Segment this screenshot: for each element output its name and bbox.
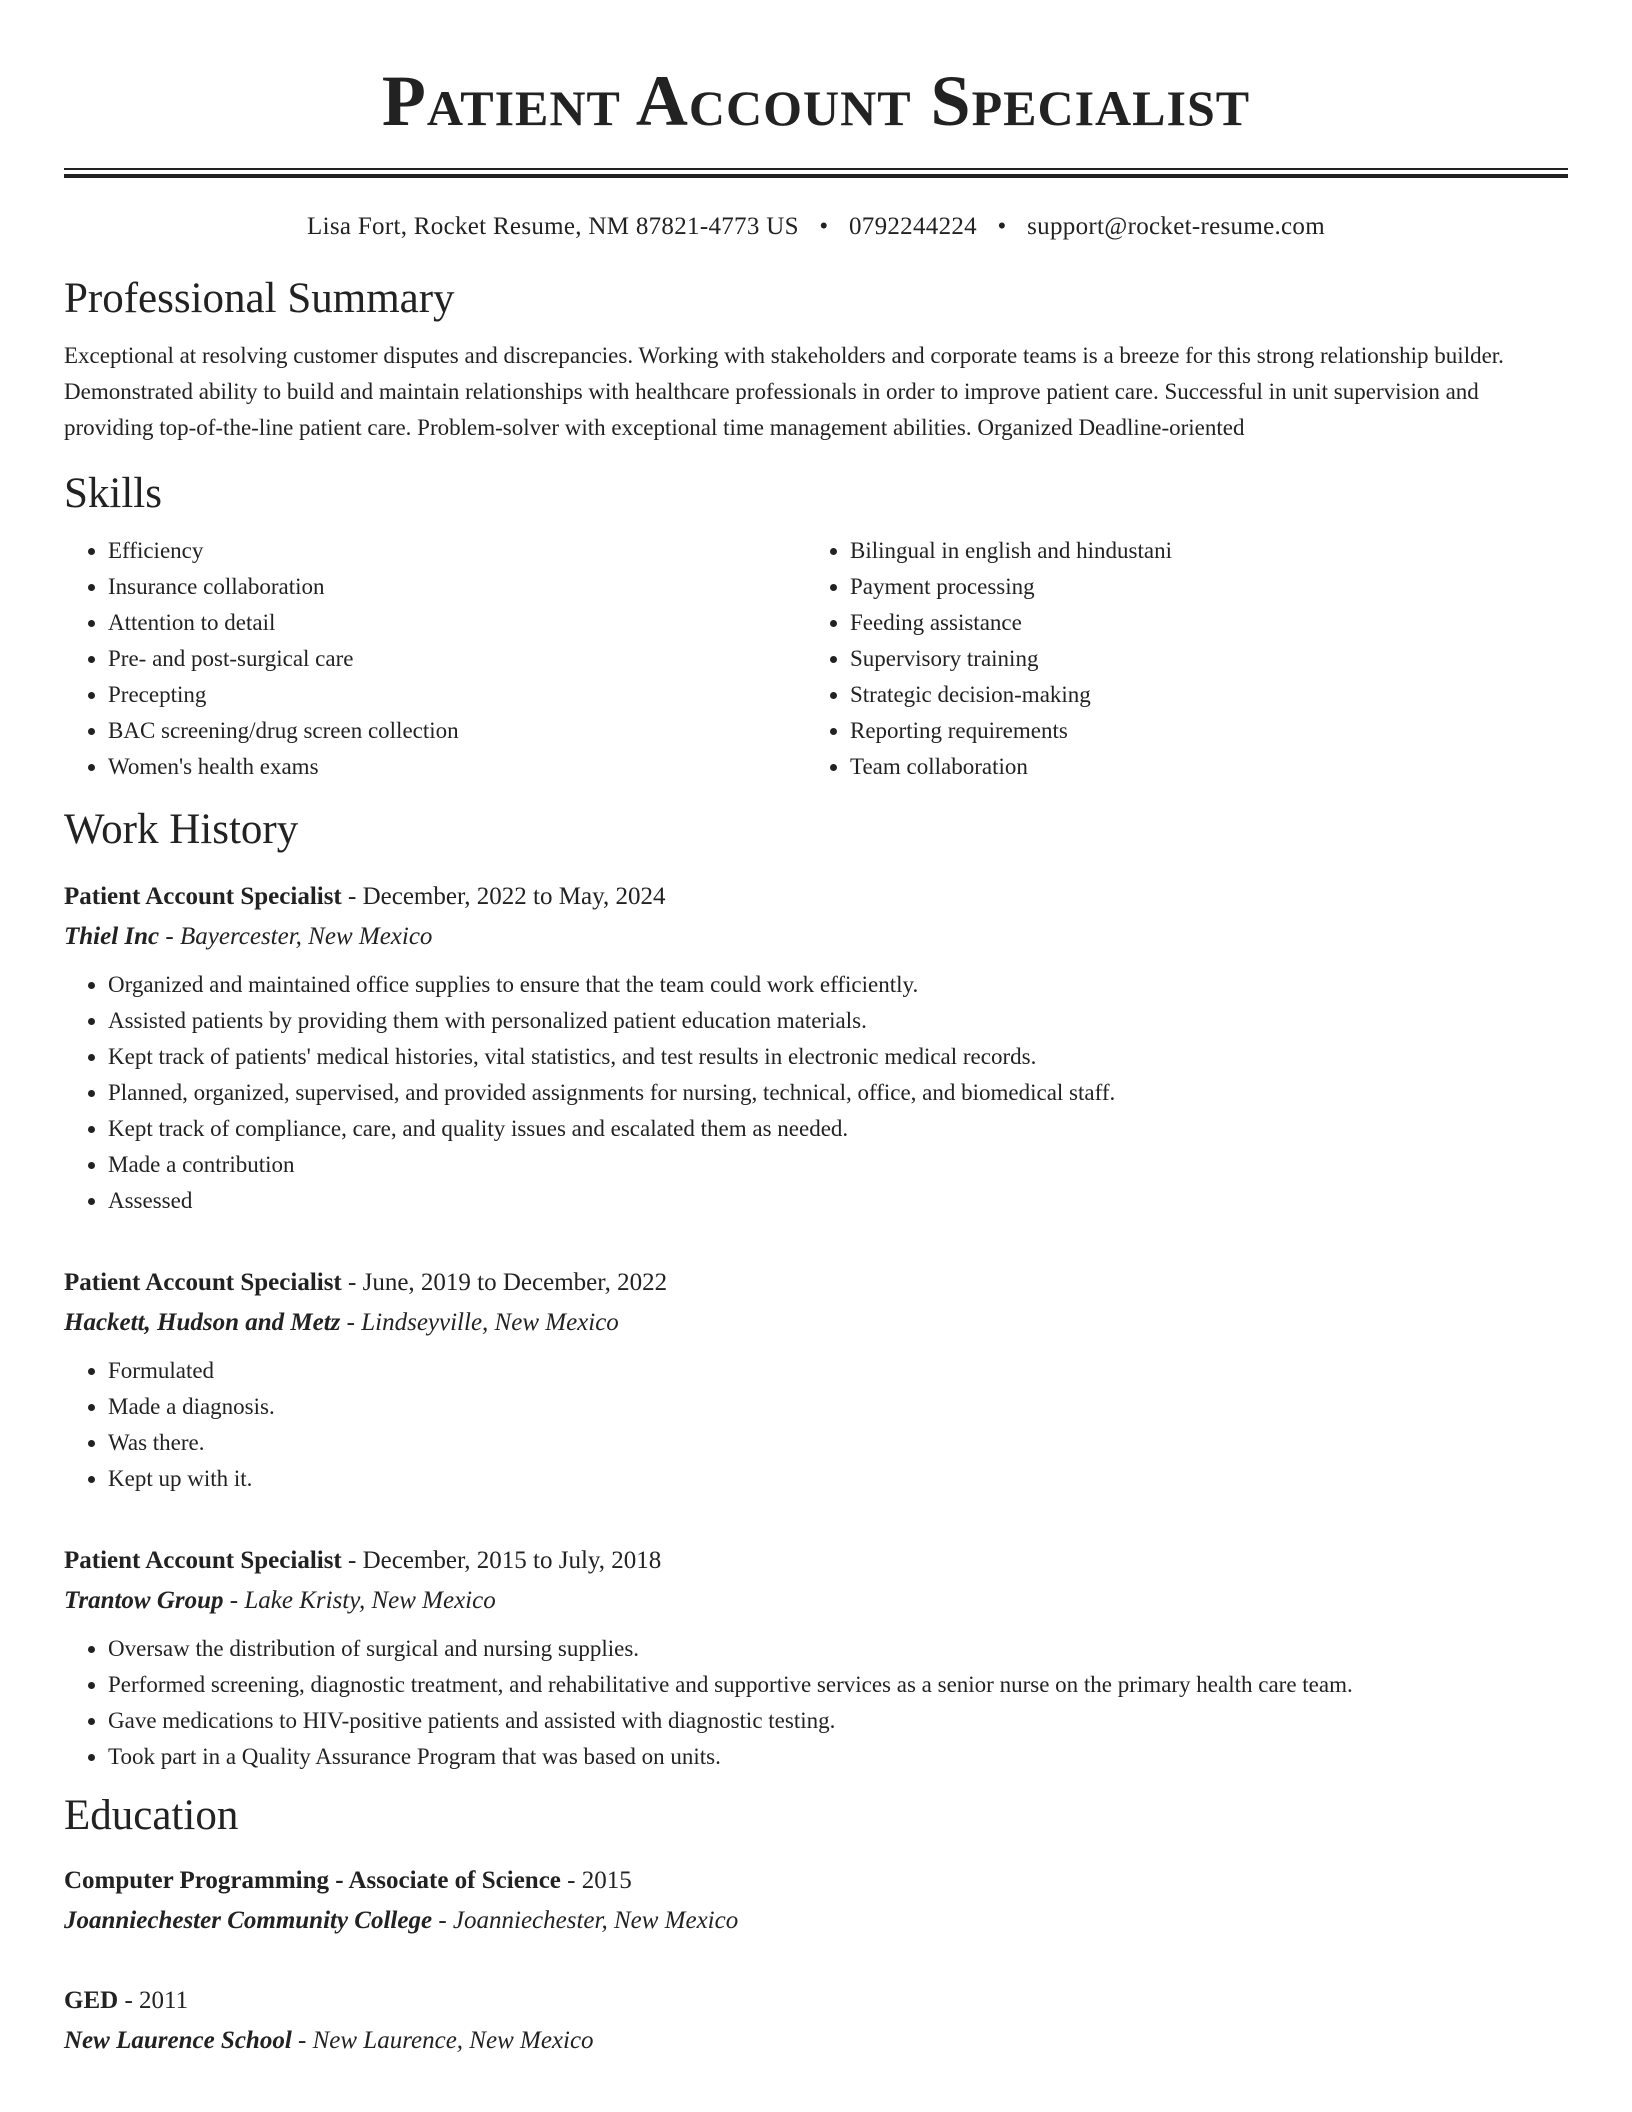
job-duty-item: • Made a contribution — [108, 1147, 1568, 1183]
job-company-line — [64, 1303, 1568, 1343]
skill-item: • Bilingual in english and hindustani — [850, 533, 1548, 569]
job-dates: - December, 2015 to July, 2018 — [341, 1547, 662, 1574]
job-role: Patient Account Specialist — [64, 1269, 342, 1296]
skills-column-left — [64, 533, 806, 785]
job-company-line — [64, 917, 1568, 957]
job-duties — [64, 1631, 1568, 1775]
education-school-line — [64, 2021, 1568, 2061]
summary-text: Exceptional at resolving customer disputes and discrepancies. Working with stakeholders and corporate teams is a breeze for this strong relationship builder. Demonstrated ability to build and maintain relationships with healthcare professionals in order to improve patient care. Successful in unit supervision and providing top-of-the-line patient care. Problem-solver with exceptional time management abilities. Organized Deadline-oriented — [64, 343, 1504, 440]
job-duty-item: • Kept track of patients' medical histories, vital statistics, and test results in electronic medical records. — [108, 1039, 1568, 1075]
skills-list — [64, 533, 1568, 785]
contact-address: Lisa Fort, Rocket Resume, NM 87821-4773 US — [307, 213, 799, 240]
education-school: Joanniechester Community College — [64, 1907, 433, 1934]
contact-line — [64, 212, 1568, 242]
job-company: Thiel Inc — [64, 923, 160, 950]
job-duty-item: • Organized and maintained office supplies to ensure that the team could work efficiently. — [108, 967, 1568, 1003]
contact-email: support@rocket-resume.com — [1027, 213, 1325, 240]
education-year: - 2015 — [560, 1867, 632, 1894]
job-location: - Lindseyville, New Mexico — [340, 1309, 619, 1336]
skill-item: • Feeding assistance — [850, 605, 1548, 641]
skill-item: • Women's health exams — [108, 749, 806, 785]
job-duty-item: • Assisted patients by providing them with personalized patient education materials. — [108, 1003, 1568, 1039]
education-degree-line — [64, 1981, 1568, 2021]
job-role: Patient Account Specialist — [64, 1547, 342, 1574]
skill-item: • Insurance collaboration — [108, 569, 806, 605]
job-header — [64, 1541, 1568, 1581]
job-role: Patient Account Specialist — [64, 883, 342, 910]
skill-item: • Precepting — [108, 677, 806, 713]
job-location: - Lake Kristy, New Mexico — [223, 1587, 496, 1614]
skill-item: • Supervisory training — [850, 641, 1548, 677]
work-history-heading: Work History — [64, 806, 299, 853]
education-location: - New Laurence, New Mexico — [291, 2027, 594, 2054]
job-entry — [64, 1263, 1568, 1497]
job-company: Trantow Group — [64, 1587, 224, 1614]
job-duty-item: • Formulated — [108, 1353, 1568, 1389]
job-duty-item: • Oversaw the distribution of surgical and nursing supplies. — [108, 1631, 1568, 1667]
education-location: - Joanniechester, New Mexico — [432, 1907, 739, 1934]
job-location: - Bayercester, New Mexico — [159, 923, 433, 950]
contact-phone: 0792244224 — [848, 213, 977, 240]
job-duty-item: • Gave medications to HIV-positive patients and assisted with diagnostic testing. — [108, 1703, 1568, 1739]
skill-item: • Payment processing — [850, 569, 1548, 605]
job-duties — [64, 967, 1568, 1219]
skill-item: • Reporting requirements — [850, 713, 1548, 749]
contact-separator: • — [819, 213, 829, 240]
job-company: Hackett, Hudson and Metz — [64, 1309, 341, 1336]
job-dates: - June, 2019 to December, 2022 — [341, 1269, 668, 1296]
education-year: - 2011 — [118, 1987, 189, 2014]
job-duties — [64, 1353, 1568, 1497]
job-entry — [64, 877, 1568, 1219]
education-degree: GED — [64, 1987, 119, 2014]
education-entry — [64, 1861, 1568, 1941]
resume-name-title: Patient Account Specialist — [381, 61, 1251, 141]
job-duty-item: • Kept track of compliance, care, and quality issues and escalated them as needed. — [108, 1111, 1568, 1147]
job-duty-item: • Was there. — [108, 1425, 1568, 1461]
job-duty-item: • Kept up with it. — [108, 1461, 1568, 1497]
skill-item: • Team collaboration — [850, 749, 1548, 785]
skill-item: • BAC screening/drug screen collection — [108, 713, 806, 749]
education-degree-line — [64, 1861, 1568, 1901]
job-header — [64, 1263, 1568, 1303]
job-header — [64, 877, 1568, 917]
skills-column-right — [806, 533, 1548, 785]
job-duty-item: • Took part in a Quality Assurance Program that was based on units. — [108, 1739, 1568, 1775]
job-entry — [64, 1541, 1568, 1775]
skill-item: • Pre- and post-surgical care — [108, 641, 806, 677]
education-school: New Laurence School — [64, 2027, 292, 2054]
resume-page — [64, 0, 1568, 2061]
job-duty-item: • Planned, organized, supervised, and provided assignments for nursing, technical, office, and biomedical staff. — [108, 1075, 1568, 1111]
job-duty-item: • Made a diagnosis. — [108, 1389, 1568, 1425]
education-entry — [64, 1981, 1568, 2061]
job-dates: - December, 2022 to May, 2024 — [341, 883, 666, 910]
title-divider — [64, 168, 1568, 178]
skill-item: • Strategic decision-making — [850, 677, 1548, 713]
skill-item: • Efficiency — [108, 533, 806, 569]
job-duty-item: • Performed screening, diagnostic treatment, and rehabilitative and supportive services as a senior nurse on the primary health care team. — [108, 1667, 1568, 1703]
education-school-line — [64, 1901, 1568, 1941]
skill-item: • Attention to detail — [108, 605, 806, 641]
summary-heading: Professional Summary — [64, 275, 455, 322]
job-company-line — [64, 1581, 1568, 1621]
contact-separator: • — [997, 213, 1007, 240]
education-degree: Computer Programming - Associate of Science — [64, 1867, 561, 1894]
job-duty-item: • Assessed — [108, 1183, 1568, 1219]
education-heading: Education — [64, 1792, 239, 1839]
skills-heading: Skills — [64, 470, 162, 517]
